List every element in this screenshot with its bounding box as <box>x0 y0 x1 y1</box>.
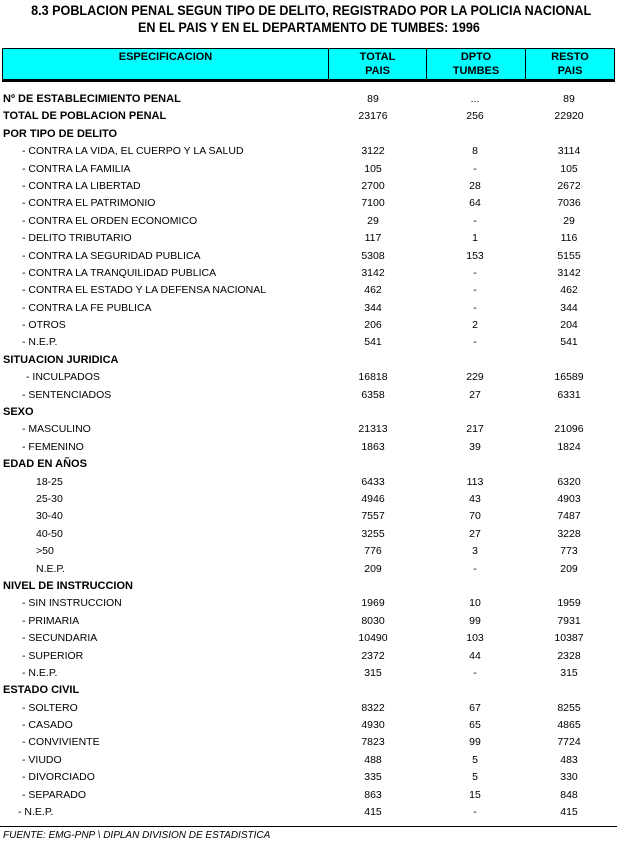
row-label: SEXO <box>3 406 34 419</box>
cell-total-pais: 6358 <box>361 388 385 401</box>
table-row <box>0 734 617 751</box>
table-title <box>0 2 617 36</box>
cell-resto-pais: 204 <box>560 319 578 332</box>
cell-dpto-tumbes: - <box>473 806 477 819</box>
cell-resto-pais: 773 <box>560 545 578 558</box>
cell-total-pais: 3122 <box>361 145 385 158</box>
header-especificacion <box>3 49 328 79</box>
row-label: - CONTRA EL ORDEN ECONOMICO <box>22 214 198 227</box>
source-note: FUENTE: EMG-PNP \ DIPLAN DIVISION DE ESTADISTICA <box>3 830 271 841</box>
cell-dpto-tumbes: 39 <box>469 440 481 453</box>
table-section-row <box>0 352 617 369</box>
table-row <box>0 769 617 786</box>
table-section-row <box>0 404 617 421</box>
cell-total-pais: 5308 <box>361 249 385 262</box>
cell-total-pais: 3255 <box>361 527 385 540</box>
cell-dpto-tumbes: 153 <box>466 249 484 262</box>
row-label: 25-30 <box>36 492 63 505</box>
cell-dpto-tumbes: 65 <box>469 719 481 732</box>
cell-dpto-tumbes: 70 <box>469 510 481 523</box>
row-label: - SIN INSTRUCCION <box>22 597 122 610</box>
cell-dpto-tumbes: 99 <box>469 736 481 749</box>
table-row <box>0 595 617 612</box>
cell-total-pais: 2700 <box>361 179 385 192</box>
row-label: - CONTRA LA VIDA, EL CUERPO Y LA SALUD <box>22 145 244 158</box>
header-dpto-tumbes <box>426 49 525 79</box>
table-row <box>0 700 617 717</box>
row-label: EDAD EN AÑOS <box>3 458 87 471</box>
cell-total-pais: 2372 <box>361 649 385 662</box>
cell-dpto-tumbes: ... <box>470 93 480 105</box>
table-title-line-1: 8.3 POBLACION PENAL SEGUN TIPO DE DELITO, REGISTRADO POR LA POLICIA NACIONAL <box>31 2 592 18</box>
cell-dpto-tumbes: 10 <box>469 597 481 610</box>
cell-resto-pais: 330 <box>560 771 578 784</box>
cell-total-pais: 89 <box>367 93 379 105</box>
table-section-row <box>0 578 617 595</box>
cell-dpto-tumbes: - <box>473 666 477 679</box>
cell-dpto-tumbes: 44 <box>469 649 481 662</box>
cell-dpto-tumbes: 67 <box>469 701 481 714</box>
cell-total-pais: 6433 <box>361 475 385 488</box>
header-total-label-2: PAIS <box>365 65 390 77</box>
table-row <box>0 526 617 543</box>
table-row <box>0 717 617 734</box>
cell-resto-pais: 4903 <box>557 492 581 505</box>
cell-dpto-tumbes: 99 <box>469 614 481 627</box>
table-row <box>0 508 617 525</box>
cell-total-pais: 23176 <box>358 110 388 123</box>
cell-resto-pais: 415 <box>560 806 578 819</box>
row-label: - SEPARADO <box>22 788 86 801</box>
table-row <box>0 300 617 317</box>
table-body <box>0 91 617 821</box>
cell-total-pais: 16818 <box>358 371 388 384</box>
row-label: - N.E.P. <box>18 806 54 819</box>
table-title-line-1-wrap <box>0 2 617 19</box>
cell-resto-pais: 2328 <box>557 649 581 662</box>
cell-total-pais: 105 <box>364 162 382 175</box>
table-row <box>0 421 617 438</box>
header-especificacion-label: ESPECIFICACION <box>118 51 213 63</box>
table-row <box>0 143 617 160</box>
cell-total-pais: 209 <box>364 562 382 575</box>
row-label: - SUPERIOR <box>22 649 84 662</box>
header-resto-label-1: RESTO <box>551 51 589 63</box>
cell-resto-pais: 116 <box>560 232 578 245</box>
row-label: - CONTRA LA LIBERTAD <box>22 179 141 192</box>
cell-resto-pais: 483 <box>560 753 578 766</box>
cell-resto-pais: 29 <box>563 214 575 227</box>
cell-dpto-tumbes: 1 <box>472 232 478 245</box>
row-label: - CONTRA LA TRANQUILIDAD PUBLICA <box>22 266 217 279</box>
table-bottom-rule <box>0 826 617 827</box>
row-label: ESTADO CIVIL <box>3 684 80 697</box>
row-label: 40-50 <box>36 527 63 540</box>
header-total-pais <box>328 49 426 79</box>
table-row <box>0 630 617 647</box>
cell-resto-pais: 2672 <box>557 179 581 192</box>
cell-total-pais: 315 <box>364 666 382 679</box>
table-row <box>0 439 617 456</box>
cell-dpto-tumbes: 103 <box>466 632 484 645</box>
row-label: - CONTRA LA FE PUBLICA <box>22 301 152 314</box>
row-label: - CONTRA EL PATRIMONIO <box>22 197 156 210</box>
row-label: - INCULPADOS <box>26 371 100 384</box>
cell-resto-pais: 3114 <box>557 145 581 158</box>
row-label: - DELITO TRIBUTARIO <box>22 232 132 245</box>
table-row <box>0 561 617 578</box>
cell-dpto-tumbes: 5 <box>472 771 478 784</box>
cell-dpto-tumbes: 64 <box>469 197 481 210</box>
cell-resto-pais: 4865 <box>557 719 581 732</box>
cell-total-pais: 1969 <box>361 597 385 610</box>
table-row <box>0 787 617 804</box>
cell-resto-pais: 6320 <box>557 475 581 488</box>
row-label: - SENTENCIADOS <box>22 388 112 401</box>
cell-total-pais: 863 <box>364 788 382 801</box>
row-label: - MASCULINO <box>22 423 91 436</box>
table-row <box>0 665 617 682</box>
row-label: 18-25 <box>36 475 63 488</box>
row-label: 30-40 <box>36 510 63 523</box>
table-row <box>0 491 617 508</box>
table-row <box>0 317 617 334</box>
row-label: N.E.P. <box>36 562 65 575</box>
row-label: - SECUNDARIA <box>22 632 98 645</box>
cell-resto-pais: 21096 <box>554 423 584 436</box>
cell-dpto-tumbes: 27 <box>469 388 481 401</box>
table-section-row <box>0 682 617 699</box>
table-section-row <box>0 456 617 473</box>
table-row <box>0 752 617 769</box>
row-label: Nº DE ESTABLECIMIENTO PENAL <box>3 93 181 105</box>
row-label: - CONTRA LA FAMILIA <box>22 162 131 175</box>
header-total-label-1: TOTAL <box>359 51 396 63</box>
cell-resto-pais: 541 <box>560 336 578 349</box>
cell-total-pais: 7823 <box>361 736 385 749</box>
cell-dpto-tumbes: 256 <box>466 110 484 123</box>
row-label: - FEMENINO <box>22 440 84 453</box>
row-label: - DIVORCIADO <box>22 771 95 784</box>
cell-resto-pais: 7487 <box>557 510 581 523</box>
cell-dpto-tumbes: 5 <box>472 753 478 766</box>
table-row <box>0 474 617 491</box>
table-row <box>0 648 617 665</box>
table-row <box>0 248 617 265</box>
row-label: POR TIPO DE DELITO <box>3 127 118 140</box>
row-label: - CONVIVIENTE <box>22 736 100 749</box>
cell-resto-pais: 6331 <box>557 388 581 401</box>
table-row <box>0 195 617 212</box>
table-row <box>0 804 617 821</box>
cell-total-pais: 21313 <box>358 423 388 436</box>
row-label: - CONTRA LA SEGURIDAD PUBLICA <box>22 249 201 262</box>
header-dpto-label-1: DPTO <box>460 51 492 63</box>
cell-total-pais: 462 <box>364 284 382 297</box>
cell-resto-pais: 3142 <box>557 266 581 279</box>
row-label: - N.E.P. <box>22 336 58 349</box>
table-title-line-2: EN EL PAIS Y EN EL DEPARTAMENTO DE TUMBES: 1996 <box>137 19 480 35</box>
row-label: - PRIMARIA <box>22 614 80 627</box>
cell-total-pais: 4930 <box>361 719 385 732</box>
row-label: - CONTRA EL ESTADO Y LA DEFENSA NACIONAL <box>22 284 267 297</box>
cell-dpto-tumbes: - <box>473 214 477 227</box>
cell-resto-pais: 22920 <box>554 110 584 123</box>
cell-resto-pais: 462 <box>560 284 578 297</box>
cell-resto-pais: 10387 <box>554 632 584 645</box>
cell-resto-pais: 16589 <box>554 371 584 384</box>
cell-total-pais: 3142 <box>361 266 385 279</box>
cell-dpto-tumbes: 229 <box>466 371 484 384</box>
table-row <box>0 387 617 404</box>
row-label: - SOLTERO <box>22 701 78 714</box>
cell-total-pais: 29 <box>367 214 379 227</box>
cell-resto-pais: 848 <box>560 788 578 801</box>
cell-total-pais: 776 <box>364 545 382 558</box>
row-label: TOTAL DE POBLACION PENAL <box>3 110 167 123</box>
cell-total-pais: 415 <box>364 806 382 819</box>
header-dpto-label-2: TUMBES <box>452 65 500 77</box>
cell-total-pais: 488 <box>364 753 382 766</box>
table-title-line-2-wrap <box>0 19 617 36</box>
cell-total-pais: 344 <box>364 301 382 314</box>
cell-total-pais: 8322 <box>361 701 385 714</box>
cell-dpto-tumbes: - <box>473 301 477 314</box>
table-section-row <box>0 126 617 143</box>
cell-dpto-tumbes: 43 <box>469 492 481 505</box>
row-label: - N.E.P. <box>22 666 58 679</box>
cell-dpto-tumbes: 8 <box>472 145 478 158</box>
cell-total-pais: 335 <box>364 771 382 784</box>
cell-resto-pais: 209 <box>560 562 578 575</box>
cell-total-pais: 7100 <box>361 197 385 210</box>
cell-resto-pais: 3228 <box>557 527 581 540</box>
cell-dpto-tumbes: 113 <box>466 475 484 488</box>
cell-resto-pais: 344 <box>560 301 578 314</box>
cell-total-pais: 10490 <box>358 632 388 645</box>
cell-resto-pais: 105 <box>560 162 578 175</box>
header-resto-label-2: PAIS <box>557 65 583 77</box>
table-row <box>0 161 617 178</box>
cell-resto-pais: 8255 <box>557 701 581 714</box>
cell-resto-pais: 7724 <box>557 736 581 749</box>
table-row <box>0 230 617 247</box>
cell-resto-pais: 89 <box>563 93 575 105</box>
cell-total-pais: 7557 <box>361 510 385 523</box>
row-label: - CASADO <box>22 719 73 732</box>
cell-dpto-tumbes: - <box>473 162 477 175</box>
cell-resto-pais: 1959 <box>557 597 581 610</box>
cell-total-pais: 4946 <box>361 492 385 505</box>
row-label: - OTROS <box>22 319 66 332</box>
table-row <box>0 334 617 351</box>
table-row <box>0 369 617 386</box>
cell-dpto-tumbes: 28 <box>469 179 481 192</box>
cell-dpto-tumbes: 3 <box>472 545 478 558</box>
cell-total-pais: 1863 <box>361 440 385 453</box>
table-row <box>0 178 617 195</box>
cell-resto-pais: 7931 <box>557 614 581 627</box>
cell-resto-pais: 1824 <box>557 440 581 453</box>
row-label: - VIUDO <box>22 753 62 766</box>
cell-resto-pais: 5155 <box>557 249 581 262</box>
cell-dpto-tumbes: 217 <box>466 423 484 436</box>
cell-dpto-tumbes: - <box>473 562 477 575</box>
table-row <box>0 282 617 299</box>
cell-dpto-tumbes: 27 <box>469 527 481 540</box>
cell-dpto-tumbes: 2 <box>472 319 478 332</box>
cell-resto-pais: 7036 <box>557 197 581 210</box>
cell-dpto-tumbes: 15 <box>469 788 481 801</box>
table-section-row <box>0 91 617 108</box>
table-row <box>0 213 617 230</box>
cell-dpto-tumbes: - <box>473 284 477 297</box>
row-label: NIVEL DE INSTRUCCION <box>3 579 133 592</box>
cell-resto-pais: 315 <box>560 666 578 679</box>
cell-total-pais: 206 <box>364 319 382 332</box>
cell-total-pais: 8030 <box>361 614 385 627</box>
table-section-row <box>0 108 617 125</box>
cell-total-pais: 117 <box>364 232 382 245</box>
cell-dpto-tumbes: - <box>473 266 477 279</box>
header-resto-pais <box>525 49 614 79</box>
cell-total-pais: 541 <box>364 336 382 349</box>
table-row <box>0 613 617 630</box>
table-row <box>0 265 617 282</box>
row-label: >50 <box>36 545 54 558</box>
table-row <box>0 543 617 560</box>
table-header <box>2 48 615 82</box>
row-label: SITUACION JURIDICA <box>3 353 119 366</box>
cell-dpto-tumbes: - <box>473 336 477 349</box>
